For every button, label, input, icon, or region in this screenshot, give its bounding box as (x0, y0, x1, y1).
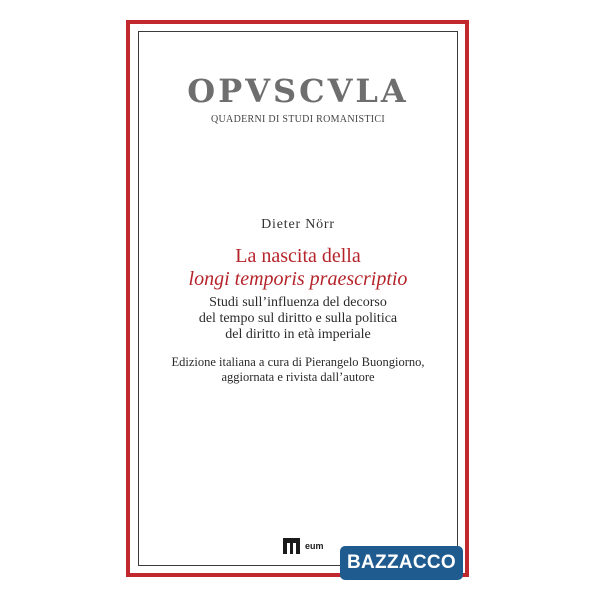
edition-note-line: Edizione italiana a cura di Pierangelo Buongiorno, (171, 355, 425, 369)
cover-inner-frame (138, 31, 458, 566)
book-subtitle-line: del diritto in età imperiale (225, 327, 371, 342)
book-title-line-1: La nascita della (235, 245, 361, 267)
book-subtitle (139, 295, 457, 343)
author-name: Dieter Nörr (261, 217, 335, 232)
book-title-line-2: longi temporis praescriptio (188, 268, 408, 290)
publisher-name: eum (305, 541, 324, 551)
series-subtitle: QUADERNI DI STUDI ROMANISTICI (211, 114, 385, 125)
publisher-mark-icon (283, 538, 300, 554)
edition-note (139, 355, 457, 385)
book-cover (126, 20, 469, 577)
book-subtitle-line: del tempo sul diritto e sulla politica (198, 311, 398, 326)
publisher-logo (283, 538, 324, 554)
series-title: OPVSCVLA (187, 72, 409, 110)
edition-note-line: aggiornata e rivista dall’autore (221, 370, 375, 384)
bazzacco-badge: BAZZACCO (340, 546, 463, 580)
book-subtitle-line: Studi sull’influenza del decorso (209, 295, 387, 310)
